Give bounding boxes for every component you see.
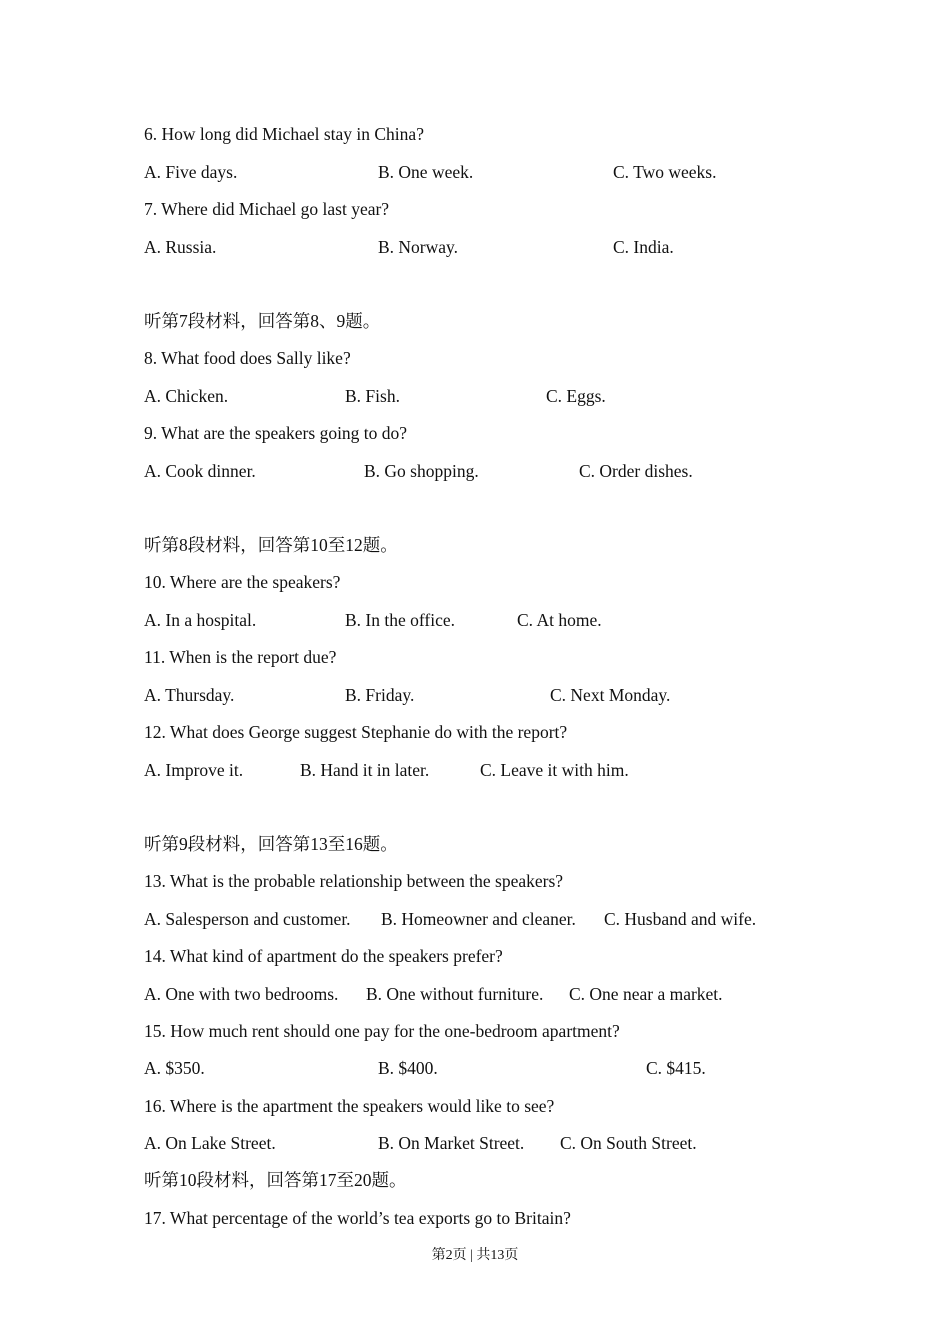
q10-option-b: B. In the office. [345, 610, 455, 630]
q10-option-c: C. At home. [517, 610, 602, 630]
page-footer: 第2页 | 共13页 [431, 1248, 519, 1263]
q9-option-a: A. Cook dinner. [144, 461, 256, 481]
q16-option-c: C. On South Street. [560, 1133, 697, 1153]
q15-option-c: C. $415. [646, 1058, 706, 1078]
q15-text: 15. How much rent should one pay for the one-bedroom apartment? [144, 1021, 620, 1041]
q12-option-a: A. Improve it. [144, 760, 244, 780]
q8-option-b: B. Fish. [345, 386, 400, 406]
q7-option-a: A. Russia. [144, 237, 217, 257]
q11-option-b: B. Friday. [345, 685, 415, 705]
q6-option-b: B. One week. [378, 162, 474, 182]
section-7-heading: 听第7段材料，回答第8、9题。 [144, 311, 381, 331]
q11-text: 11. When is the report due? [144, 647, 337, 667]
q12-text: 12. What does George suggest Stephanie do with the report? [144, 722, 568, 742]
q7-option-b: B. Norway. [378, 237, 459, 257]
q6-text: 6. How long did Michael stay in China? [144, 124, 424, 144]
q12-option-b: B. Hand it in later. [300, 760, 430, 780]
section-9-heading: 听第9段材料，回答第13至16题。 [144, 834, 398, 854]
q8-text: 8. What food does Sally like? [144, 348, 351, 368]
q14-text: 14. What kind of apartment do the speakers prefer? [144, 946, 503, 966]
q16-option-a: A. On Lake Street. [144, 1133, 276, 1153]
q8-option-a: A. Chicken. [144, 386, 229, 406]
q13-option-b: B. Homeowner and cleaner. [381, 909, 576, 929]
q15-option-a: A. $350. [144, 1058, 205, 1078]
section-10-heading: 听第10段材料，回答第17至20题。 [144, 1170, 407, 1190]
q13-option-a: A. Salesperson and customer. [144, 909, 351, 929]
q9-option-c: C. Order dishes. [579, 461, 693, 481]
q13-text: 13. What is the probable relationship between the speakers? [144, 871, 564, 891]
q12-option-c: C. Leave it with him. [480, 760, 629, 780]
q16-option-b: B. On Market Street. [378, 1133, 525, 1153]
q11-option-a: A. Thursday. [144, 685, 235, 705]
q15-option-b: B. $400. [378, 1058, 438, 1078]
q14-option-c: C. One near a market. [569, 984, 723, 1004]
q10-text: 10. Where are the speakers? [144, 572, 341, 592]
q14-option-b: B. One without furniture. [366, 984, 544, 1004]
q7-option-c: C. India. [613, 237, 674, 257]
q10-option-a: A. In a hospital. [144, 610, 257, 630]
q17-text: 17. What percentage of the world’s tea exports go to Britain? [144, 1208, 571, 1228]
q8-option-c: C. Eggs. [546, 386, 606, 406]
q13-option-c: C. Husband and wife. [604, 909, 757, 929]
q7-text: 7. Where did Michael go last year? [144, 199, 390, 219]
q6-option-c: C. Two weeks. [613, 162, 717, 182]
q16-text: 16. Where is the apartment the speakers would like to see? [144, 1096, 555, 1116]
q6-option-a: A. Five days. [144, 162, 238, 182]
q9-option-b: B. Go shopping. [364, 461, 479, 481]
q9-text: 9. What are the speakers going to do? [144, 423, 408, 443]
q11-option-c: C. Next Monday. [550, 685, 671, 705]
q14-option-a: A. One with two bedrooms. [144, 984, 339, 1004]
section-8-heading: 听第8段材料，回答第10至12题。 [144, 535, 398, 555]
